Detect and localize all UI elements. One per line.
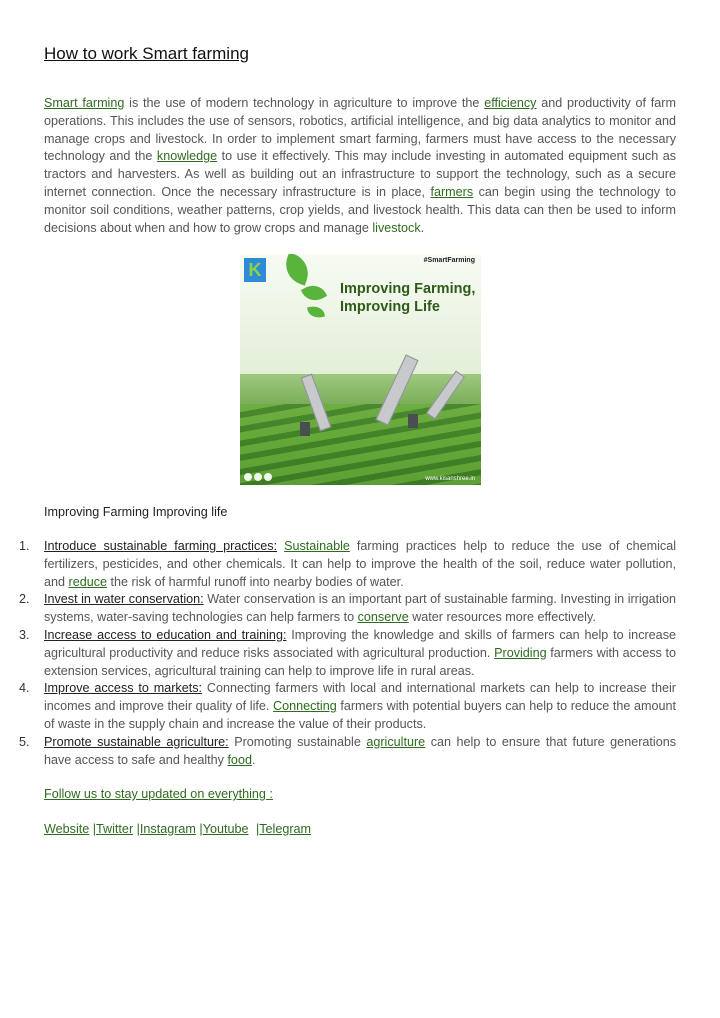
list-text: Water conservation is an important part of sustainable farming. Investing in irrigation systems, water-saving technologies can help farmers to [44, 592, 676, 625]
list-text: . [251, 752, 256, 767]
link-knowledge[interactable]: knowledge [156, 149, 218, 164]
brand-logo: K [244, 258, 266, 282]
list-text: farming practices help to reduce the use of chemical fertilizers, pesticides, and other chemicals. It can help to improve the health of the soil, reduce water pollution, and [44, 539, 677, 589]
follow-us-text [44, 787, 273, 801]
list-number: 2. [19, 592, 30, 607]
facebook-icon [254, 473, 262, 481]
list-item [19, 538, 677, 591]
banner-headline-line-2: Improving Life [340, 299, 440, 315]
banner-website: www.kisanshree.in [425, 476, 475, 482]
intro-text-3: to use it effectively. This may include investing in automated equipment such as tractors and harvesters. As well as building out an infrastructure to support the technology, such as a secure internet connection. Once the necessary infrastructure is in place, [44, 149, 676, 199]
banner-headline [340, 280, 478, 316]
list-number: 1. [19, 539, 30, 553]
link-connecting[interactable]: Connecting [273, 699, 337, 714]
link-instagram[interactable]: Instagram [139, 822, 196, 836]
link-telegram[interactable]: Telegram [259, 822, 312, 836]
robot-gripper-icon [300, 422, 310, 436]
link-separator: | [89, 822, 97, 836]
link-separator: | [252, 822, 260, 836]
list-text: Improving the knowledge and skills of farmers can help to increase agricultural productivity and reduce risks associated with agricultural production. [44, 627, 676, 660]
intro-text-4: can begin using the technology to monitor soil conditions, weather patterns, crop yields, and livestock health. This data can then be used to inform decisions about when and how to grow crops and manage [44, 184, 676, 235]
follow-us-label: Follow us to stay updated on everything [44, 787, 266, 801]
list-text: farmers with potential buyers can help to reduce the amount of waste in the supply chain and increase the value of their products. [44, 699, 676, 731]
list-text: can help to ensure that future generations have access to safe and healthy [44, 734, 676, 767]
robot-gripper-icon [408, 414, 418, 428]
list-text: Promoting sustainable [228, 734, 367, 749]
hashtag-label: #SmartFarming [423, 257, 475, 264]
list-number: 5. [19, 734, 30, 749]
section-subheading: Improving Farming Improving life [44, 505, 228, 519]
smart-farming-banner-image [240, 254, 481, 485]
link-farmers[interactable]: farmers [430, 184, 474, 199]
page-title: How to work Smart farming [44, 44, 249, 63]
instagram-icon [244, 473, 252, 481]
follow-us-colon: : [265, 787, 273, 801]
intro-text-1: is the use of modern technology in agriculture to improve the [124, 96, 485, 110]
list-text: Connecting farmers with local and international markets can help to increase their incomes and improve their quality of life. [44, 681, 676, 714]
list-item [19, 734, 676, 770]
list-number: 3. [19, 627, 30, 642]
list-number: 4. [19, 681, 30, 696]
list-item-heading: Promote sustainable agriculture: [44, 734, 229, 749]
list-item [19, 627, 676, 680]
list-item [19, 591, 676, 627]
link-reduce[interactable]: reduce [68, 574, 108, 589]
link-website[interactable]: Website [44, 822, 90, 836]
social-links [44, 822, 311, 836]
crop-rows [240, 404, 481, 485]
link-separator: | [133, 822, 140, 836]
link-separator: | [195, 822, 203, 836]
list-text: the risk of harmful runoff into nearby bodies of water. [107, 574, 404, 589]
list-item-heading: Increase access to education and training: [44, 627, 287, 642]
link-livestock[interactable]: livestock [372, 220, 421, 235]
link-providing[interactable]: Providing [494, 645, 547, 660]
intro-text-5: . [420, 220, 425, 235]
list-text: farmers with access to extension services, agricultural training can help to improve life in rural areas. [44, 645, 676, 678]
tips-list [19, 538, 677, 769]
social-icons [244, 473, 272, 481]
link-efficiency[interactable]: efficiency [484, 96, 537, 110]
link-agriculture[interactable]: agriculture [366, 734, 426, 749]
link-conserve[interactable]: conserve [357, 610, 409, 625]
intro-paragraph [44, 95, 676, 237]
list-item-heading: Invest in water conservation: [44, 592, 204, 607]
list-item-heading: Introduce sustainable farming practices: [44, 539, 278, 553]
banner-headline-line-1: Improving Farming, [340, 281, 476, 297]
link-twitter[interactable]: Twitter [96, 822, 134, 836]
link-sustainable[interactable]: Sustainable [284, 539, 350, 553]
link-food[interactable]: food [227, 752, 252, 767]
link-smart-farming[interactable]: Smart farming [44, 96, 125, 110]
link-youtube[interactable]: Youtube [202, 822, 249, 836]
list-item-heading: Improve access to markets: [44, 681, 203, 696]
intro-text-2: and productivity of farm operations. This includes the use of sensors, robotics, artificial intelligence, and big data analytics to monitor and manage crops and livestock. In order to implement smart farming, farmers must have access to the necessary technology and the [44, 96, 676, 164]
list-item [19, 680, 676, 733]
list-text: water resources more effectively. [408, 610, 596, 625]
youtube-icon [264, 473, 272, 481]
